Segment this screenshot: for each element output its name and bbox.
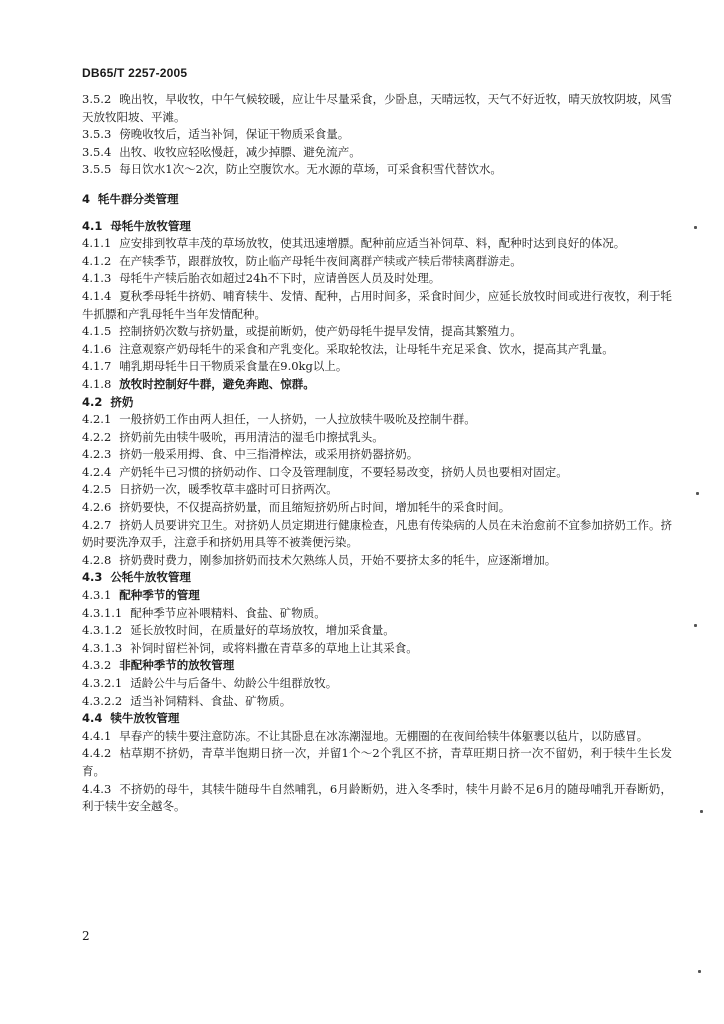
clause-text: 适龄公牛与后备牛、幼龄公牛组群放牧。 <box>130 676 338 690</box>
clause-text: 延长放牧时间，在质量好的草场放牧，增加采食量。 <box>130 623 395 638</box>
clause-paragraph <box>82 622 672 640</box>
clause-paragraph <box>82 728 672 746</box>
scan-dot <box>694 226 697 229</box>
clause-number: 3.5.2 <box>82 92 112 106</box>
section-heading <box>82 710 672 728</box>
clause-number: 4.4.1 <box>82 728 112 743</box>
clause-paragraph <box>82 587 672 605</box>
clause-text: 早春产的犊牛要注意防冻。不让其卧息在冰冻潮湿地。无棚圈的在夜间给犊牛体躯裹以毡片，以防感冒。 <box>119 728 649 743</box>
clause-text: 犊牛放牧管理 <box>110 711 180 726</box>
clause-number: 3.5.4 <box>82 144 112 159</box>
clause-number: 4.2.5 <box>82 482 112 497</box>
clause-text: 非配种季节的放牧管理 <box>119 658 235 673</box>
clause-text: 挤奶 <box>110 394 134 409</box>
clause-number: 4.3 <box>82 570 103 585</box>
clause-number: 4.2.6 <box>82 500 112 515</box>
clause-paragraph <box>82 446 672 464</box>
clause-text: 挤奶要快，不仅提高挤奶量，而且缩短挤奶所占时间，增加牦牛的采食时间。 <box>119 500 511 515</box>
clause-number: 4.3.2.2 <box>82 693 123 708</box>
clause-number: 4.1.3 <box>82 271 112 286</box>
clause-number: 4.1.5 <box>82 324 112 339</box>
clause-number: 4.1.1 <box>82 236 112 251</box>
clause-number: 4.3.1 <box>82 588 112 603</box>
clause-text: 傍晚收牧后，适当补饲，保证干物质采食量。 <box>119 127 350 142</box>
clause-paragraph <box>82 126 672 144</box>
clause-text: 母牦牛产犊后胎衣如超过24h不下时，应请兽医人员及时处理。 <box>119 271 441 286</box>
clause-number: 4.2.7 <box>82 517 112 532</box>
clause-paragraph <box>82 675 672 693</box>
clause-paragraph <box>82 552 672 570</box>
clause-paragraph <box>82 358 672 376</box>
clause-text: 哺乳期母牦牛日干物质采食量在9.0kg以上。 <box>119 359 348 374</box>
clause-paragraph <box>82 745 672 780</box>
clause-text: 配种季节的管理 <box>119 588 200 603</box>
clause-text: 不挤奶的母牛，其犊牛随母牛自然哺乳，6月龄断奶，进入冬季时，犊牛月龄不足6月的随母哺乳开春断奶，利于犊牛安全越冬。 <box>82 781 672 814</box>
clause-paragraph <box>82 411 672 429</box>
scan-dot <box>700 810 703 813</box>
clause-number: 4.1 <box>82 218 103 233</box>
clause-paragraph <box>82 161 672 179</box>
clause-paragraph <box>82 657 672 675</box>
clause-paragraph <box>82 605 672 623</box>
scan-dot <box>698 970 701 973</box>
clause-paragraph <box>82 235 672 253</box>
clause-number: 4.2.1 <box>82 412 112 427</box>
clause-text: 补饲时留栏补饲，或将料撒在青草多的草地上让其采食。 <box>130 640 418 655</box>
clause-number: 4.1.6 <box>82 341 112 356</box>
clause-text: 每日饮水1次～2次，防止空腹饮水。无水源的草场，可采食积雪代替饮水。 <box>119 162 502 177</box>
clause-number: 4.2.2 <box>82 429 112 444</box>
clause-text: 挤奶一般采用拇、食、中三指滑榨法，或采用挤奶器挤奶。 <box>119 447 419 462</box>
scan-dot <box>694 624 697 627</box>
clause-text: 牦牛群分类管理 <box>98 191 179 206</box>
clause-text: 控制挤奶次数与挤奶量，或提前断奶，使产奶母牦牛提早发情，提高其繁殖力。 <box>119 324 522 339</box>
clause-text: 挤奶人员要讲究卫生。对挤奶人员定期进行健康检查，凡患有传染病的人员在未治愈前不宜参加挤奶工作。挤奶时要洗净双手，注意手和挤奶用具等不被粪便污染。 <box>82 517 672 550</box>
clause-number: 4.2.4 <box>82 464 112 479</box>
clause-text: 晚出牧，早收牧，中午气候较暖，应让牛尽量采食，少卧息，天晴远牧，天气不好近牧，晴天放牧阴坡，风雪天放牧阳坡、平滩。 <box>82 92 672 124</box>
clause-text: 挤奶费时费力，刚参加挤奶而技术欠熟练人员，开始不要挤太多的牦牛，应逐渐增加。 <box>119 552 557 567</box>
clause-number: 4.3.1.1 <box>82 605 123 620</box>
clause-number: 3.5.3 <box>82 127 112 142</box>
clause-paragraph <box>82 270 672 288</box>
clause-text: 适当补饲精料、食盐、矿物质。 <box>130 693 292 708</box>
clause-text: 公牦牛放牧管理 <box>110 570 191 585</box>
clause-paragraph <box>82 640 672 658</box>
clause-text: 在产犊季节，跟群放牧，防止临产母牦牛夜间离群产犊或产犊后带犊离群游走。 <box>119 253 522 268</box>
clause-paragraph <box>82 341 672 359</box>
clause-paragraph <box>82 144 672 162</box>
clause-paragraph <box>82 481 672 499</box>
clause-number: 4 <box>82 191 91 206</box>
document-code: DB65/T 2257-2005 <box>82 66 188 80</box>
clause-number: 4.1.2 <box>82 253 112 268</box>
clause-paragraph <box>82 376 672 394</box>
clause-number: 4.3.2.1 <box>82 676 123 690</box>
clause-number: 4.1.4 <box>82 288 112 303</box>
clause-number: 4.2 <box>82 394 103 409</box>
clause-text: 夏秋季母牦牛挤奶、哺育犊牛、发情、配种，占用时间多，采食时间少，应延长放牧时间或进行夜牧，利于牦牛抓膘和产乳母牦牛当年发情配种。 <box>82 288 672 321</box>
page-number: 2 <box>82 929 90 943</box>
clause-paragraph <box>82 429 672 447</box>
document-body <box>82 91 672 816</box>
clause-number: 4.4.3 <box>82 781 112 796</box>
clause-paragraph <box>82 323 672 341</box>
clause-text: 应安排到牧草丰茂的草场放牧，使其迅速增膘。配种前应适当补饲草、料，配种时达到良好的体况。 <box>119 236 626 251</box>
clause-paragraph <box>82 253 672 271</box>
clause-number: 4.3.1.2 <box>82 623 123 638</box>
clause-paragraph <box>82 517 672 552</box>
section-heading <box>82 218 672 236</box>
scan-dot <box>696 492 699 495</box>
clause-text: 枯草期不挤奶，青草半饱期日挤一次，并留1个～2个乳区不挤，青草旺期日挤一次不留奶，利于犊牛生长发育。 <box>82 746 672 778</box>
clause-paragraph <box>82 91 672 126</box>
clause-text: 日挤奶一次，暖季牧草丰盛时可日挤两次。 <box>119 482 338 497</box>
clause-text: 出牧、收牧应轻吆慢赶，减少掉膘、避免流产。 <box>119 144 361 159</box>
clause-number: 4.4.2 <box>82 746 112 761</box>
clause-text: 母牦牛放牧管理 <box>110 218 191 233</box>
clause-paragraph <box>82 288 672 323</box>
clause-text: 挤奶前先由犊牛吸吮，再用清洁的湿毛巾擦拭乳头。 <box>119 429 384 444</box>
clause-number: 3.5.5 <box>82 162 112 177</box>
clause-paragraph <box>82 693 672 711</box>
clause-paragraph <box>82 464 672 482</box>
clause-paragraph <box>82 781 672 816</box>
clause-number: 4.2.8 <box>82 552 112 567</box>
clause-number: 4.2.3 <box>82 447 112 462</box>
section-heading <box>82 569 672 587</box>
clause-text: 一般挤奶工作由两人担任，一人挤奶，一人拉放犊牛吸吮及控制牛群。 <box>119 412 476 427</box>
clause-number: 4.1.7 <box>82 359 112 374</box>
clause-text: 配种季节应补喂精料、食盐、矿物质。 <box>130 605 326 620</box>
clause-text: 注意观察产奶母牦牛的采食和产乳变化。采取轮牧法，让母牦牛充足采食、饮水，提高其产乳量。 <box>119 341 614 356</box>
section-heading <box>82 394 672 412</box>
clause-number: 4.1.8 <box>82 376 112 391</box>
section-heading <box>82 191 672 209</box>
clause-paragraph <box>82 499 672 517</box>
clause-text: 放牧时控制好牛群，避免奔跑、惊群。 <box>119 376 315 391</box>
clause-number: 4.4 <box>82 711 103 726</box>
clause-text: 产奶牦牛已习惯的挤奶动作、口令及管理制度，不要轻易改变，挤奶人员也要相对固定。 <box>119 464 568 479</box>
clause-number: 4.3.1.3 <box>82 640 123 655</box>
clause-number: 4.3.2 <box>82 658 112 673</box>
